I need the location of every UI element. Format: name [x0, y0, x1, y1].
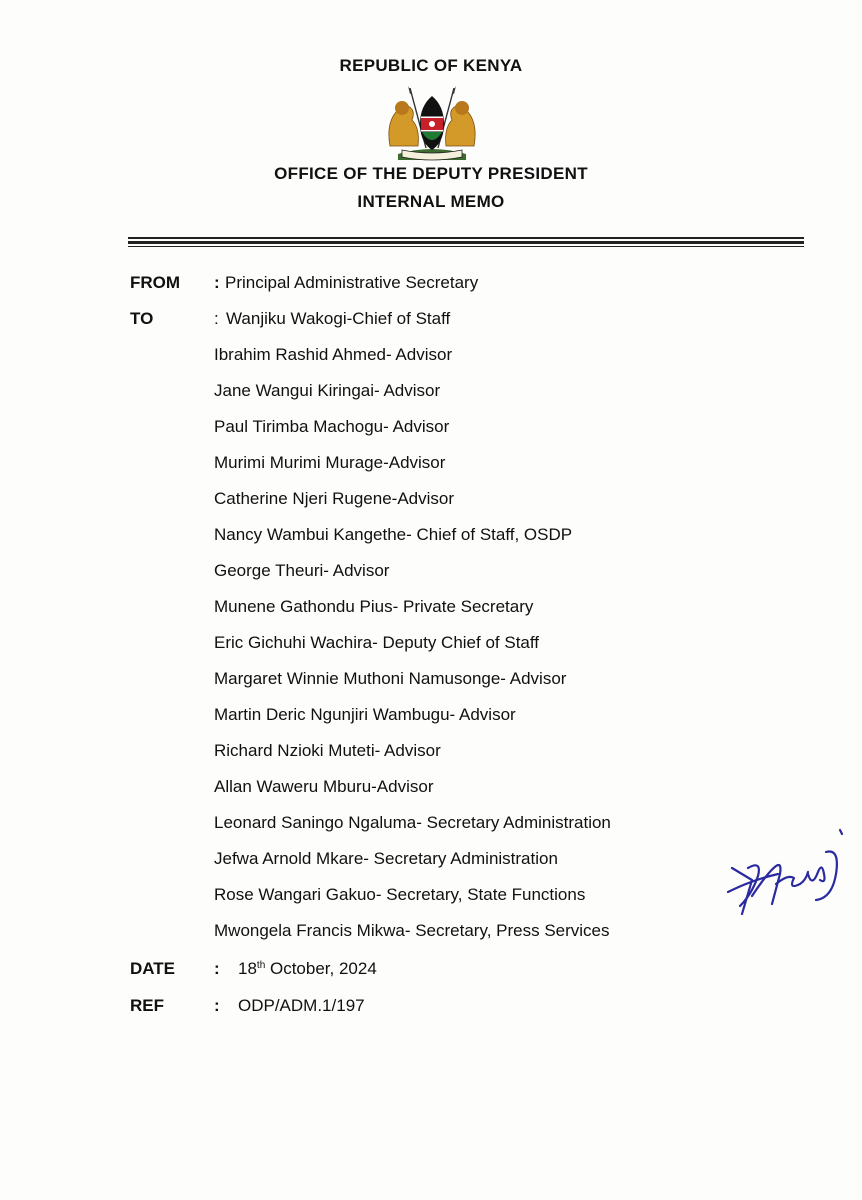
- recipient-item: Catherine Njeri Rugene-Advisor: [214, 489, 455, 508]
- to-colon: :: [214, 309, 219, 328]
- date-day: 18: [238, 959, 257, 978]
- recipient-item: Munene Gathondu Pius- Private Secretary: [214, 597, 534, 616]
- recipient-item: George Theuri- Advisor: [214, 561, 390, 580]
- date-colon: :: [214, 959, 220, 978]
- header-divider: [128, 237, 804, 249]
- ref-value: ODP/ADM.1/197: [238, 996, 365, 1015]
- from-colon: :: [214, 273, 220, 292]
- recipient-item: Ibrahim Rashid Ahmed- Advisor: [214, 345, 453, 364]
- office-title: OFFICE OF THE DEPUTY PRESIDENT: [274, 164, 588, 183]
- recipient-item: Margaret Winnie Muthoni Namusonge- Advisor: [214, 669, 567, 688]
- recipient-item: Leonard Saningo Ngaluma- Secretary Administration: [214, 813, 611, 832]
- handwritten-signature-icon: [722, 822, 850, 922]
- recipient-item: Richard Nzioki Muteti- Advisor: [214, 741, 441, 760]
- recipient-item: Rose Wangari Gakuo- Secretary, State Functions: [214, 885, 586, 904]
- memo-type-title: INTERNAL MEMO: [357, 192, 505, 211]
- ref-label: REF: [130, 996, 164, 1015]
- recipient-item: Murimi Murimi Murage-Advisor: [214, 453, 446, 472]
- date-suffix: th: [256, 960, 266, 971]
- ref-colon: :: [214, 996, 220, 1015]
- recipient-item: Eric Gichuhi Wachira- Deputy Chief of Staff: [214, 633, 540, 652]
- recipient-item: Jefwa Arnold Mkare- Secretary Administration: [214, 849, 558, 868]
- recipient-item: Allan Waweru Mburu-Advisor: [214, 777, 434, 796]
- to-label: TO: [130, 309, 154, 328]
- from-label: FROM: [130, 273, 181, 292]
- kenya-coat-of-arms-icon: [376, 84, 488, 164]
- recipient-item: Paul Tirimba Machogu- Advisor: [214, 417, 450, 436]
- recipient-item: Nancy Wambui Kangethe- Chief of Staff, OSDP: [214, 525, 573, 544]
- from-value: Principal Administrative Secretary: [225, 273, 479, 292]
- date-month-year: October, 2024: [265, 959, 377, 978]
- recipient-item: Martin Deric Ngunjiri Wambugu- Advisor: [214, 705, 516, 724]
- date-value: [238, 959, 377, 979]
- recipient-item: Wanjiku Wakogi-Chief of Staff: [226, 309, 451, 328]
- country-title: REPUBLIC OF KENYA: [339, 56, 523, 75]
- recipient-item: Mwongela Francis Mikwa- Secretary, Press Services: [214, 921, 610, 940]
- recipient-item: Jane Wangui Kiringai- Advisor: [214, 381, 441, 400]
- date-label: DATE: [130, 959, 176, 978]
